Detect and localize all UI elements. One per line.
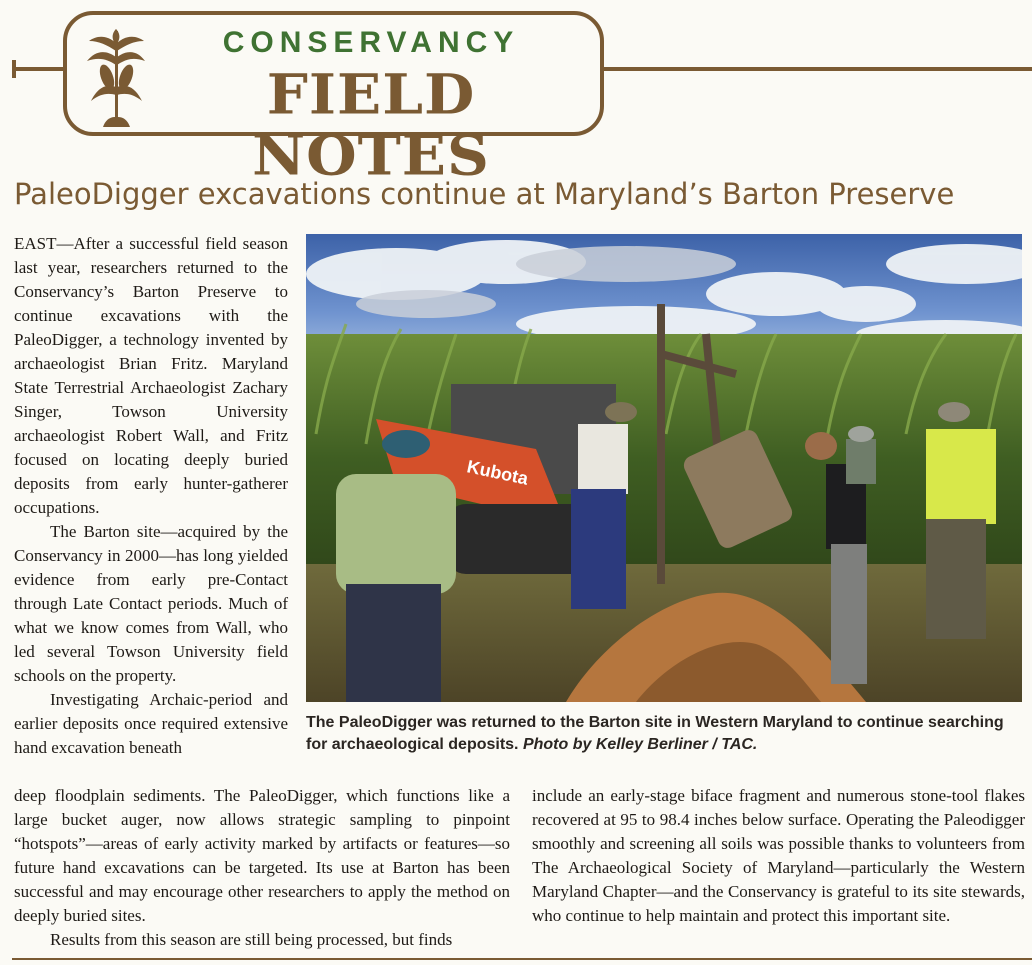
article-photo xyxy=(306,234,1022,702)
bottom-rule xyxy=(12,958,1032,960)
article-column-bottom-left xyxy=(14,784,510,952)
article-paragraph-2: The Barton site—acquired by the Conservancy in 2000—has long yielded evidence from early pre-Contact through Late Contact periods. Much of what we know comes from Wall, who led several Towson University field schools on the property. xyxy=(14,522,288,685)
article-column-bottom-right xyxy=(532,784,1025,928)
banner xyxy=(63,11,604,188)
photo-caption-text: The PaleoDigger was returned to the Barton site in Western Maryland to continue searching for archaeological deposits. xyxy=(306,714,1004,753)
banner-title-top: CONSERVANCY xyxy=(222,26,520,59)
article-paragraph-3: Investigating Archaic-period and earlier deposits once required extensive hand excavation beneath xyxy=(14,690,288,757)
article-paragraph-6: include an early-stage biface fragment and numerous stone-tool flakes recovered at 95 to 98.4 inches below surface. Operating the Paleodigger smoothly and screening all soils was possible thanks to volunteers from The Archaeological Society of Maryland—particularly the Western Maryland Chapter—and the Conservancy is grateful to its site stewards, who continue to help maintain and protect this important site. xyxy=(532,786,1025,925)
machine-label: Kubota xyxy=(465,456,530,489)
photo-credit: Photo by Kelley Berliner / TAC. xyxy=(522,736,758,753)
article-headline: PaleoDigger excavations continue at Maryland’s Barton Preserve xyxy=(14,177,955,211)
banner-title-main: FIELD NOTES xyxy=(252,62,490,188)
article-column-left xyxy=(14,232,288,760)
article-paragraph-1: EAST—After a successful field season last year, researchers returned to the Conservancy’s Barton Preserve to continue excavations with the PaleoDigger, a technology invented by archaeologist Brian Fritz. Maryland State Terrestrial Archaeologist Zachary Singer, Towson University archaeologist Robert Wall, and Fritz focused on locating deeply buried deposits from early hunter-gatherer occupations. xyxy=(14,234,288,517)
corn-stalk-icon xyxy=(85,21,147,129)
article-paragraph-5: Results from this season are still being processed, but finds xyxy=(50,930,453,949)
photo-caption xyxy=(306,712,1022,756)
article-paragraph-4: deep floodplain sediments. The PaleoDigger, which functions like a large bucket auger, now allows strategic sampling to pinpoint “hotspots”—areas of early activity marked by artifacts or features—so future hand excavations can be targeted. Its use at Barton has been successful and may encourage other researchers to apply the method on deeply buried sites. xyxy=(14,786,510,925)
banner-rule-cap xyxy=(12,60,16,78)
